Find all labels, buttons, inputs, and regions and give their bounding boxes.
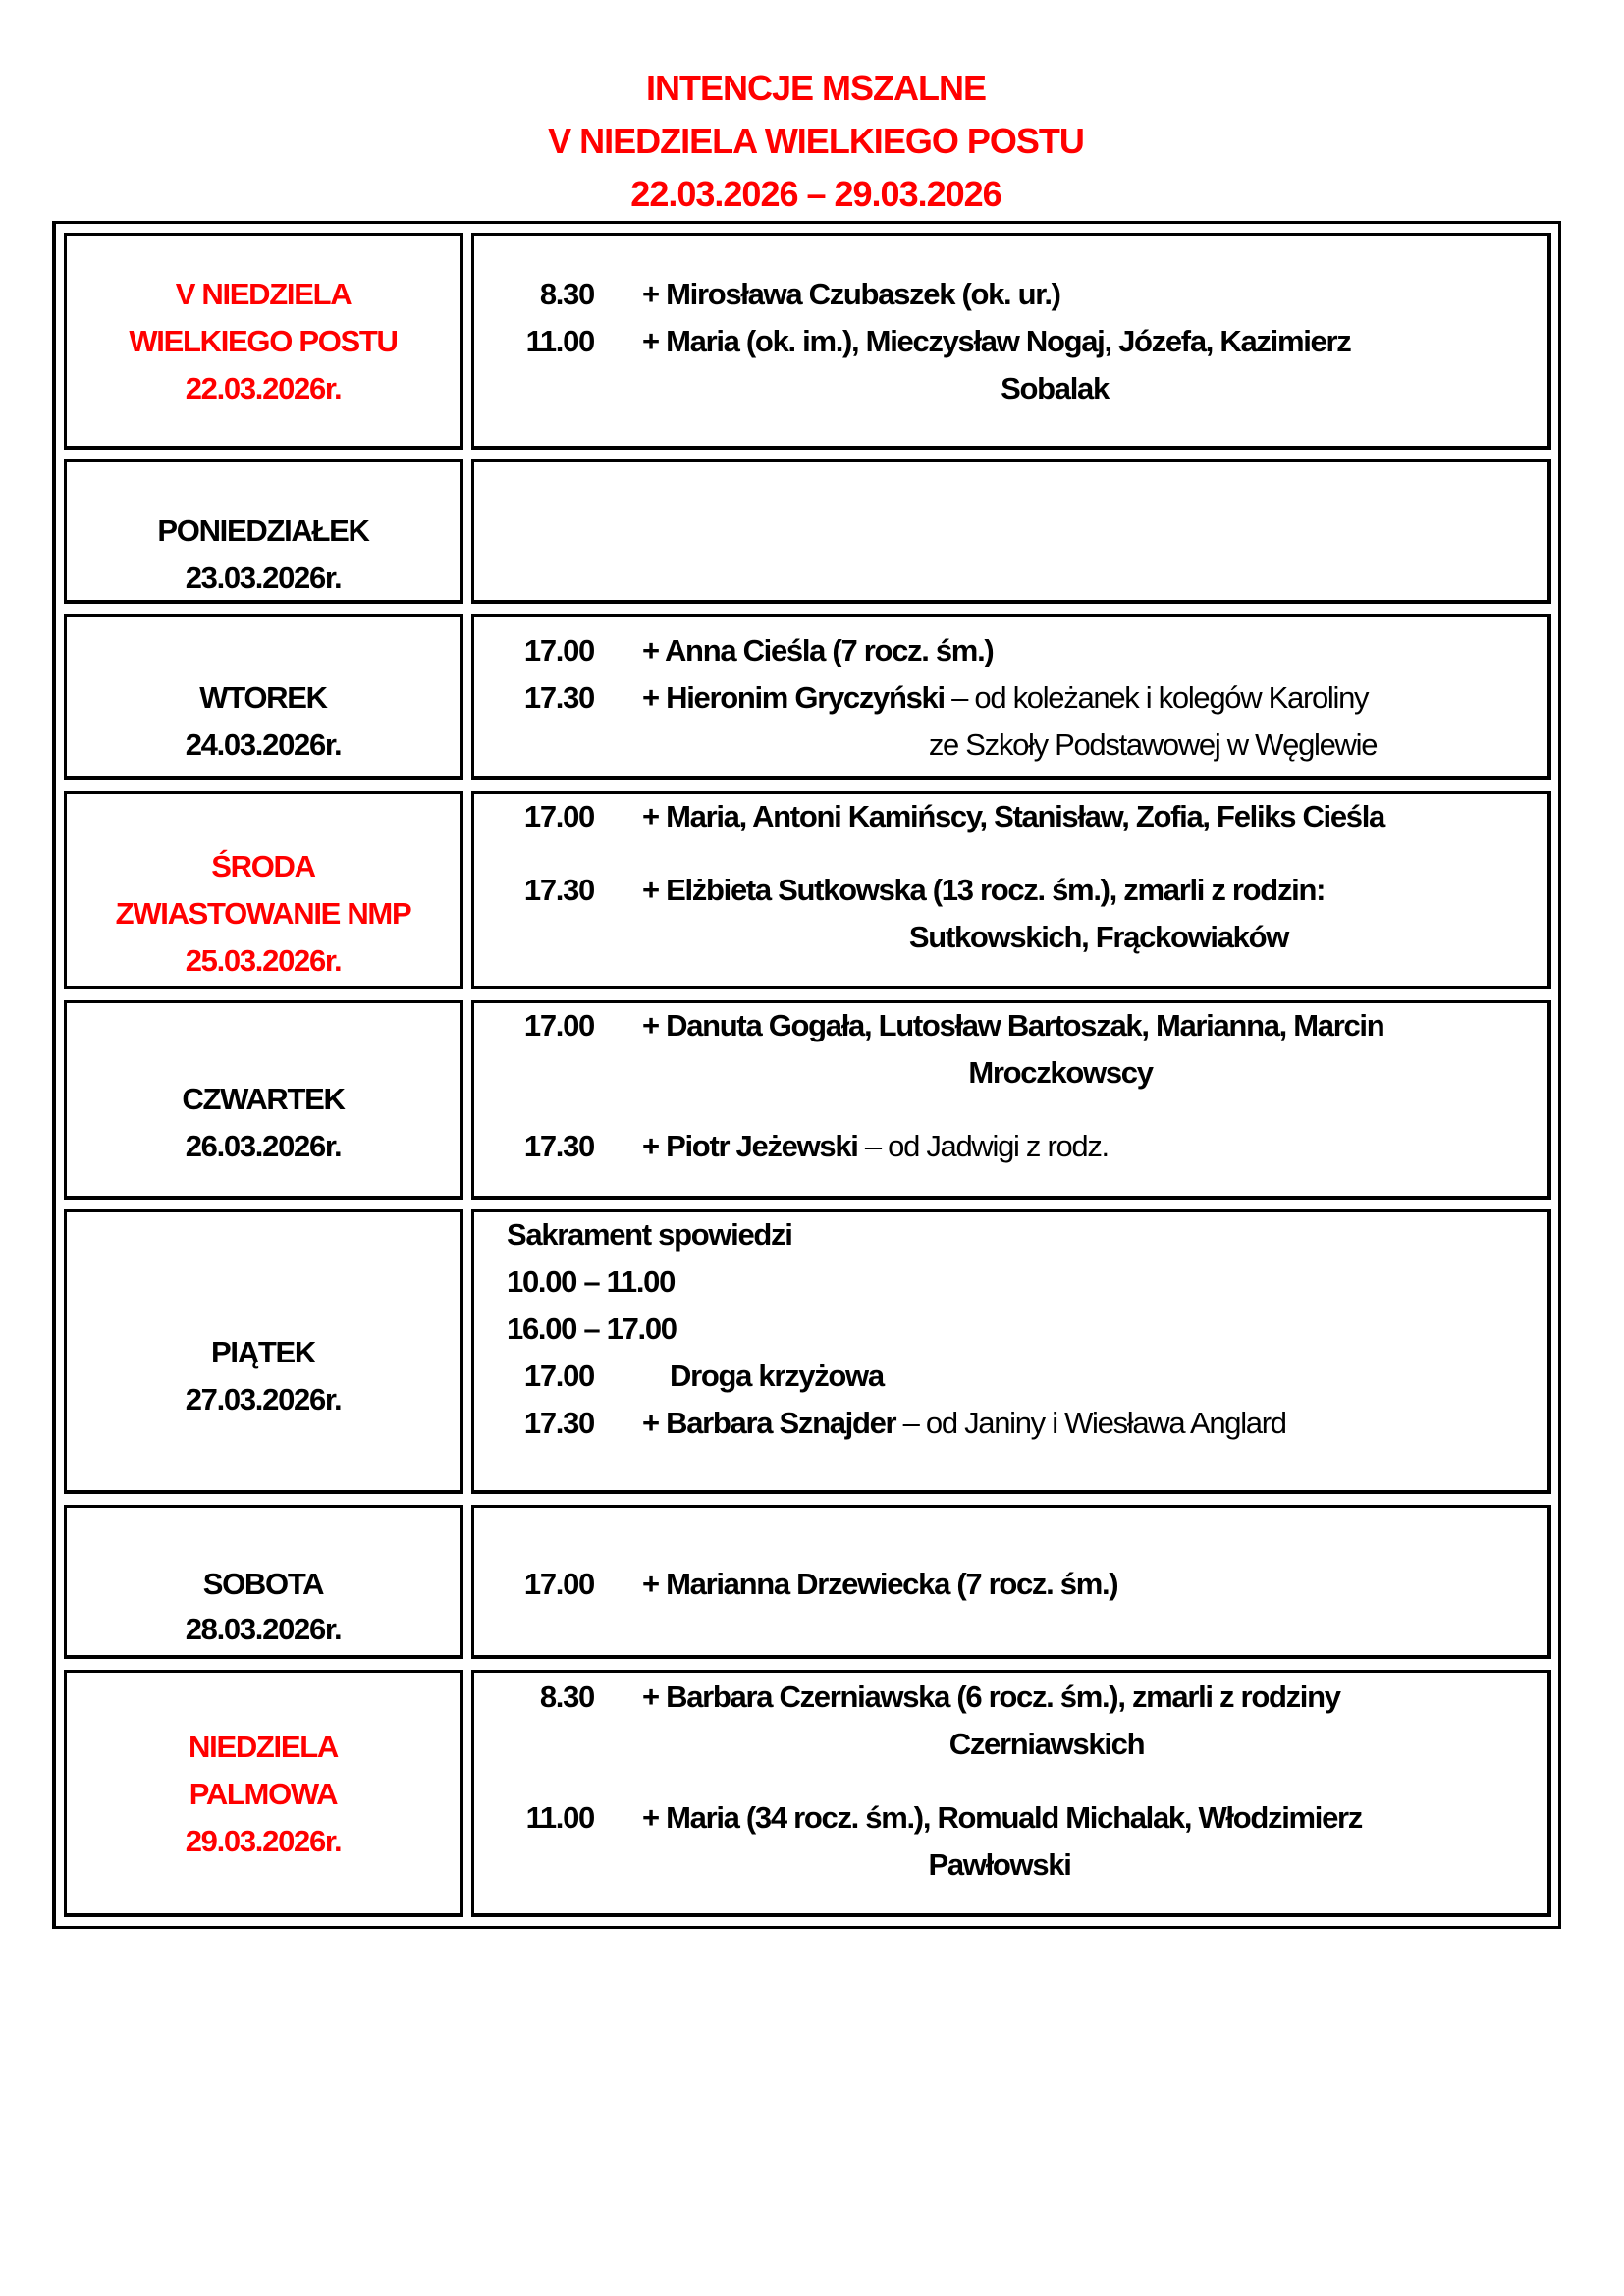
title-line: INTENCJE MSZALNE <box>645 68 987 108</box>
mass-time: 11.00 <box>525 324 594 358</box>
intention-requester: – od Janiny i Wiesława Anglard <box>895 1406 1286 1440</box>
intention-continued: Sobalak <box>1001 371 1109 405</box>
intention-name: + Piotr Jeżewski <box>642 1129 858 1163</box>
stations-of-cross: Droga krzyżowa <box>670 1359 884 1393</box>
intention-name: + Barbara Sznajder <box>642 1406 896 1440</box>
day-date: 27.03.2026r. <box>185 1382 342 1416</box>
day-label: NIEDZIELA <box>189 1730 338 1764</box>
day-label: PALMOWA <box>189 1777 338 1811</box>
mass-time: 8.30 <box>539 277 594 311</box>
day-date: 29.03.2026r. <box>185 1824 342 1858</box>
confession-slot: 16.00 – 17.00 <box>507 1311 677 1346</box>
intention: + Danuta Gogała, Lutosław Bartoszak, Marianna, Marcin <box>642 1008 1384 1042</box>
mass-time: 17.30 <box>523 680 594 715</box>
day-date: 28.03.2026r. <box>185 1612 342 1646</box>
intention-requester: – od koleżanek i kolegów Karoliny <box>944 680 1369 715</box>
day-date: 24.03.2026r. <box>185 727 342 762</box>
intention-continued: Mroczkowscy <box>968 1055 1153 1090</box>
mass-time: 8.30 <box>539 1680 594 1714</box>
day-label: PIĄTEK <box>211 1335 315 1369</box>
intention-requester: – od Jadwigi z rodz. <box>857 1129 1109 1163</box>
day-label: ŚRODA <box>211 849 315 883</box>
intention-continued: Czerniawskich <box>948 1727 1145 1761</box>
mass-time: 17.30 <box>523 873 594 907</box>
mass-time: 17.00 <box>523 1567 594 1601</box>
day-date: 25.03.2026r. <box>185 943 342 978</box>
day-label: ZWIASTOWANIE NMP <box>115 896 411 931</box>
day-date: 23.03.2026r. <box>185 561 342 595</box>
intention <box>642 674 1368 721</box>
intention: + Elżbieta Sutkowska (13 rocz. śm.), zmarli z rodzin: <box>642 873 1326 907</box>
day-date: 22.03.2026r. <box>185 371 342 405</box>
intention: + Mirosława Czubaszek (ok. ur.) <box>642 277 1060 311</box>
mass-time: 11.00 <box>525 1800 594 1835</box>
mass-time: 17.30 <box>523 1406 594 1440</box>
intention-continued: Sutkowskich, Frąckowiaków <box>908 920 1289 954</box>
mass-time: 17.30 <box>523 1129 594 1163</box>
confession-slot: 10.00 – 11.00 <box>507 1264 676 1299</box>
title-line: 22.03.2026 – 29.03.2026 <box>630 174 1001 214</box>
intention-continued: ze Szkoły Podstawowej w Węglewie <box>928 727 1378 762</box>
mass-time: 17.00 <box>523 1008 594 1042</box>
intention <box>642 1400 1286 1447</box>
day-label: PONIEDZIAŁEK <box>157 513 369 548</box>
intention-continued: Pawłowski <box>928 1847 1071 1882</box>
intentions-cell <box>471 459 1551 604</box>
day-label: V NIEDZIELA <box>175 277 352 311</box>
mass-time: 17.00 <box>523 1359 594 1393</box>
intention-name: + Hieronim Gryczyński <box>642 680 945 715</box>
intention: + Maria, Antoni Kamińscy, Stanisław, Zofia, Feliks Cieśla <box>642 799 1384 833</box>
intention: + Barbara Czerniawska (6 rocz. śm.), zmarli z rodziny <box>642 1680 1340 1714</box>
intention: + Maria (34 rocz. śm.), Romuald Michalak, Włodzimierz <box>642 1800 1362 1835</box>
mass-time: 17.00 <box>523 633 594 667</box>
intention: + Marianna Drzewiecka (7 rocz. śm.) <box>642 1567 1118 1601</box>
day-label: WIELKIEGO POSTU <box>129 324 398 358</box>
intention: + Maria (ok. im.), Mieczysław Nogaj, Józefa, Kazimierz <box>642 324 1351 358</box>
intention: + Anna Cieśla (7 rocz. śm.) <box>642 633 994 667</box>
title-line: V NIEDZIELA WIELKIEGO POSTU <box>548 121 1084 161</box>
day-label: SOBOTA <box>202 1567 324 1601</box>
day-label: WTOREK <box>199 680 327 715</box>
mass-time: 17.00 <box>523 799 594 833</box>
day-date: 26.03.2026r. <box>185 1129 342 1163</box>
intention <box>642 1123 1109 1170</box>
day-label: CZWARTEK <box>182 1082 345 1116</box>
confession-header: Sakrament spowiedzi <box>507 1217 792 1252</box>
